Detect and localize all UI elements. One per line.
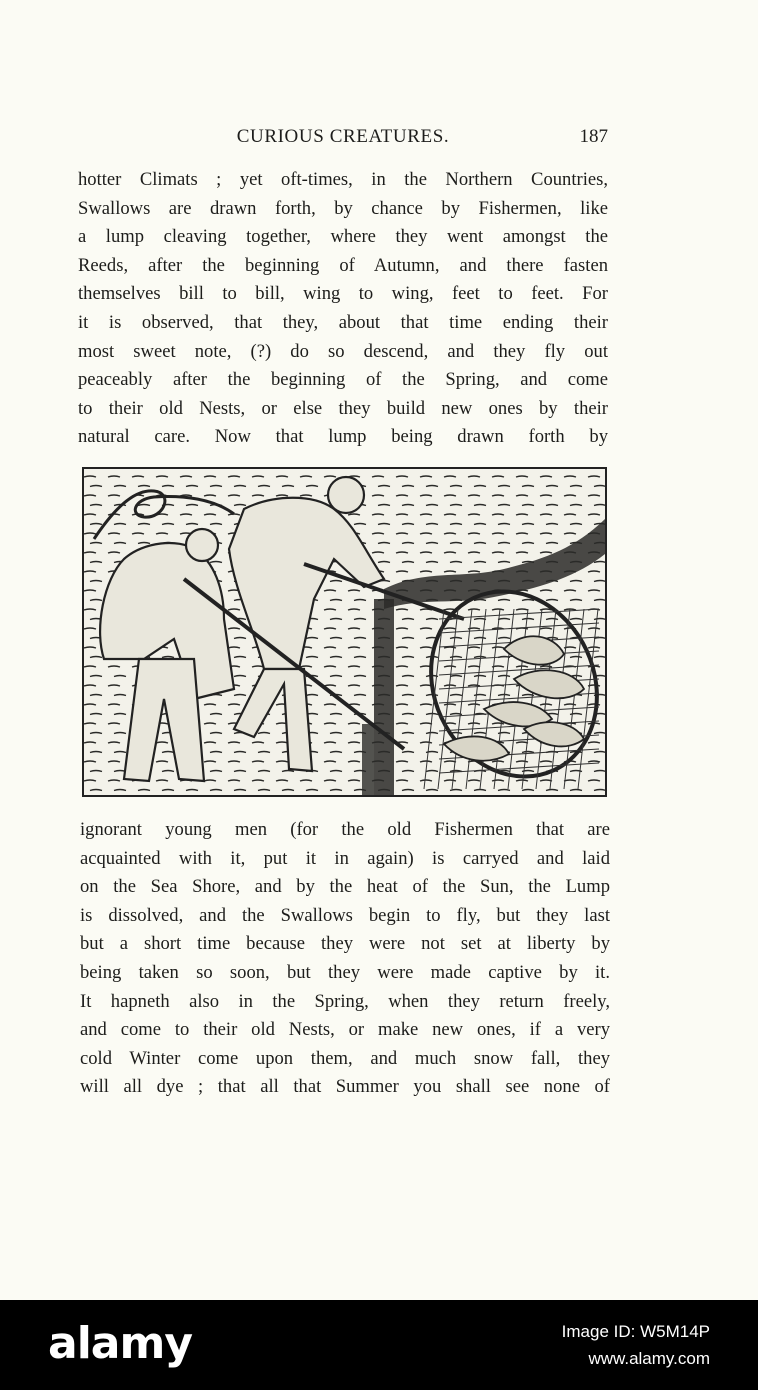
site-url: www.alamy.com bbox=[588, 1349, 710, 1368]
text-line: Reeds, after the beginning of Autumn, and there fasten bbox=[78, 254, 608, 276]
text-line: it is observed, that they, about that time ending their bbox=[78, 311, 608, 333]
text-line: is dissolved, and the Swallows begin to fly, but they last bbox=[80, 904, 610, 926]
text-line: It hapneth also in the Spring, when they return freely, bbox=[80, 990, 610, 1012]
image-id: Image ID: W5M14P bbox=[561, 1322, 710, 1341]
text-line: being taken so soon, but they were made captive by it. bbox=[80, 961, 610, 983]
woodcut-fishermen-netting-swallows-icon bbox=[84, 469, 605, 795]
running-title: CURIOUS CREATURES. bbox=[236, 126, 450, 147]
body-text-top bbox=[78, 166, 608, 452]
body-text-bottom bbox=[80, 816, 610, 1102]
text-line: and come to their old Nests, or make new ones, if a very bbox=[80, 1019, 610, 1041]
text-line: hotter Climats ; yet oft-times, in the Northern Countries, bbox=[78, 169, 608, 190]
alamy-logo: alamy bbox=[48, 1318, 192, 1369]
text-line: cold Winter come upon them, and much snow fall, they bbox=[80, 1047, 610, 1069]
text-line: acquainted with it, put it in again) is carryed and laid bbox=[80, 847, 610, 869]
text-line: will all dye ; that all that Summer you shall see none of bbox=[80, 1076, 610, 1098]
text-line: peaceably after the beginning of the Spring, and come bbox=[78, 369, 608, 391]
text-line: to their old Nests, or else they build new ones by their bbox=[78, 397, 608, 419]
text-line: on the Sea Shore, and by the heat of the Sun, the Lump bbox=[80, 876, 610, 898]
page-number: 187 bbox=[579, 126, 608, 147]
text-line: natural care. Now that lump being drawn forth by bbox=[78, 426, 608, 448]
text-line: Swallows are drawn forth, by chance by Fishermen, like bbox=[78, 197, 608, 219]
text-line: themselves bill to bill, wing to wing, feet to feet. For bbox=[78, 283, 608, 305]
woodcut-illustration bbox=[82, 467, 607, 797]
text-line: but a short time because they were not set at liberty by bbox=[80, 933, 610, 955]
text-line: most sweet note, (?) do so descend, and they fly out bbox=[78, 340, 608, 362]
text-line: a lump cleaving together, where they went amongst the bbox=[78, 226, 608, 248]
text-line: ignorant young men (for the old Fishermen that are bbox=[80, 819, 610, 840]
running-head bbox=[78, 124, 608, 152]
